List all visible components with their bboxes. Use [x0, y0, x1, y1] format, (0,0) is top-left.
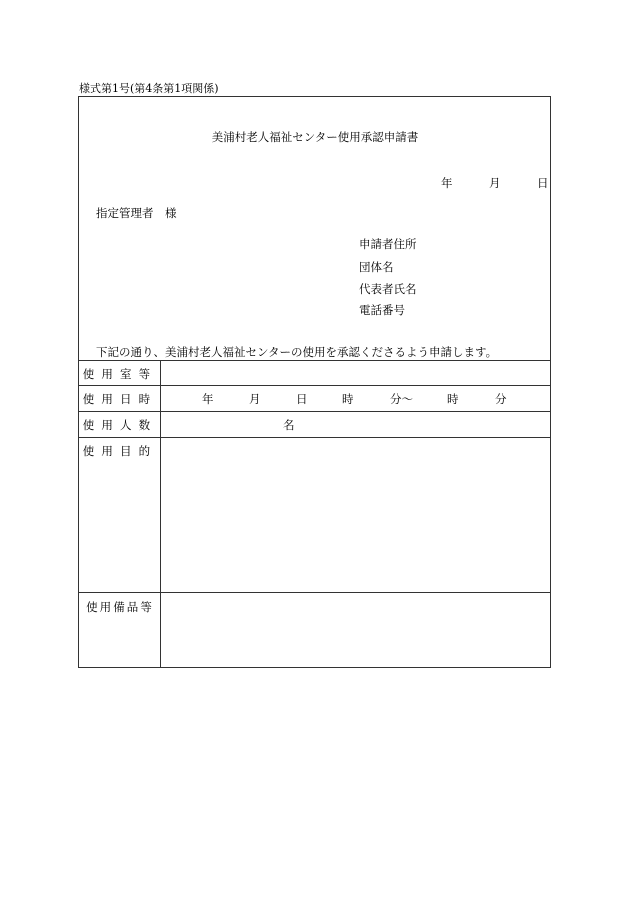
date-day-label: 日 — [537, 176, 549, 190]
form-title: 美浦村老人福祉センター使用承認申請書 — [211, 130, 419, 144]
people-value-cell[interactable] — [161, 412, 550, 437]
applicant-phone-label: 電話番号 — [359, 303, 405, 317]
date-month-label: 月 — [489, 176, 501, 190]
date-year-label: 年 — [441, 176, 453, 190]
applicant-representative-label: 代表者氏名 — [359, 282, 417, 296]
room-value-cell[interactable] — [161, 361, 550, 385]
datetime-month-unit: 月 — [249, 392, 261, 406]
addressee: 指定管理者 様 — [96, 206, 177, 220]
form-number-label: 様式第1号(第4条第1項関係) — [79, 82, 219, 95]
people-label: 使用人数 — [82, 418, 158, 432]
datetime-label: 使用日時 — [82, 392, 158, 406]
equipment-label: 使用備品等 — [86, 600, 154, 614]
datetime-end-minute-unit: 分 — [495, 392, 507, 406]
datetime-year-unit: 年 — [202, 392, 214, 406]
purpose-label: 使用目的 — [82, 444, 158, 458]
purpose-value-cell[interactable] — [161, 438, 550, 592]
applicant-address-label: 申請者住所 — [359, 237, 417, 251]
room-label: 使用室等 — [82, 367, 158, 381]
datetime-start-hour-unit: 時 — [342, 392, 354, 406]
request-statement: 下記の通り、美浦村老人福祉センターの使用を承認くださるよう申請します。 — [96, 345, 498, 359]
datetime-end-hour-unit: 時 — [447, 392, 459, 406]
datetime-day-unit: 日 — [296, 392, 308, 406]
people-unit: 名 — [283, 418, 295, 432]
equipment-value-cell[interactable] — [161, 593, 550, 667]
datetime-start-minute-unit: 分〜 — [390, 392, 413, 406]
applicant-group-label: 団体名 — [359, 260, 394, 274]
datetime-value-cell[interactable] — [161, 386, 550, 411]
